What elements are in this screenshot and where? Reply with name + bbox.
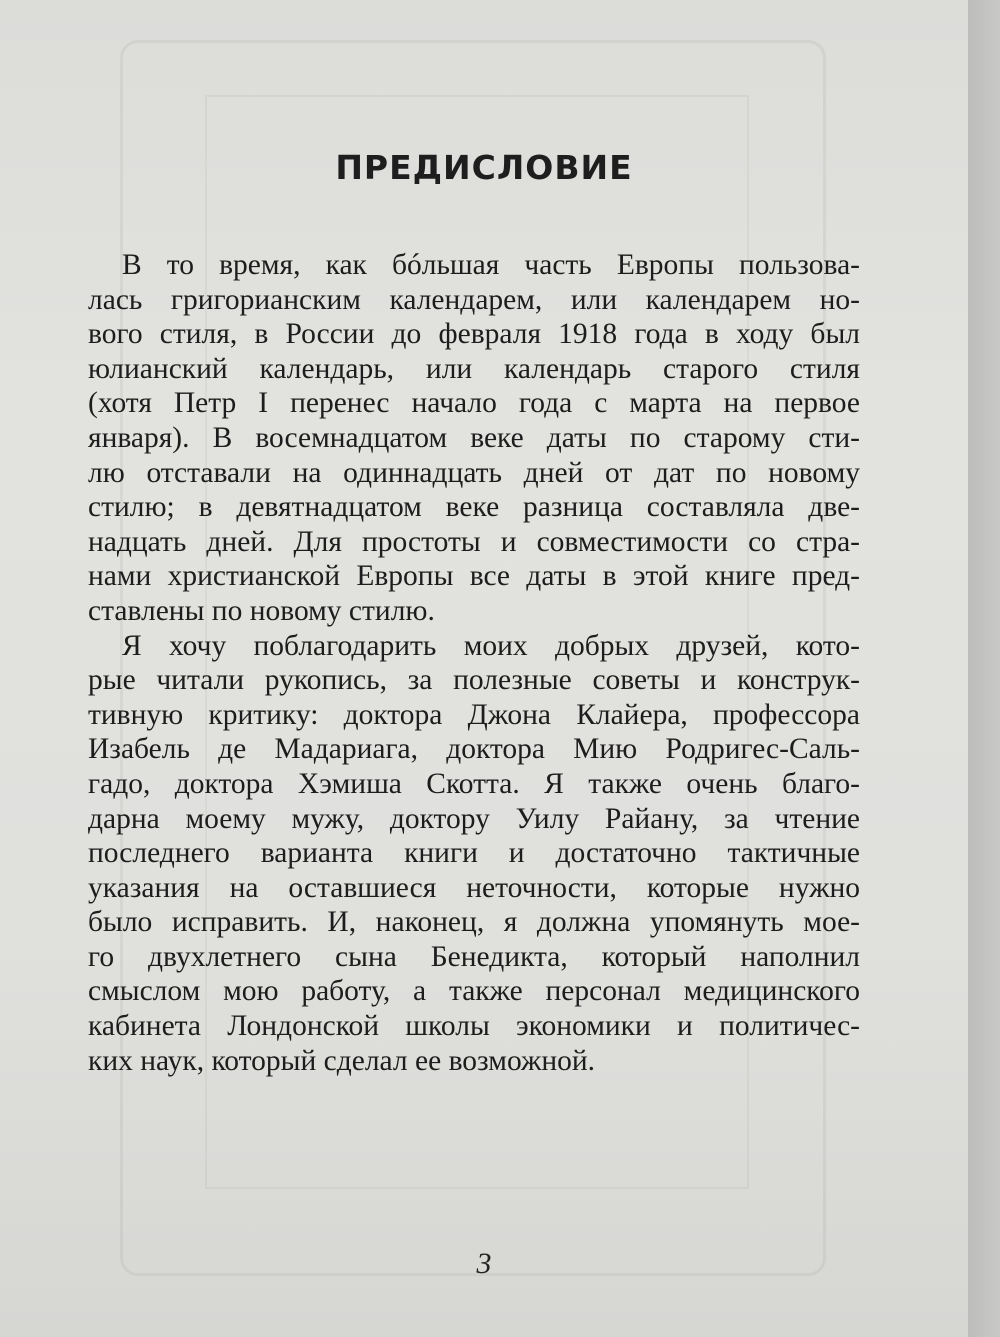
- text-line: рые читали рукопись, за полезные советы и конструк-: [88, 664, 860, 697]
- text-line: стилю; в девятнадцатом веке разница составляла две-: [88, 491, 860, 524]
- text-line: (хотя Петр I перенес начало года с марта на первое: [88, 387, 860, 420]
- text-line: Изабель де Мадариага, доктора Мию Родригес-Саль-: [88, 733, 860, 766]
- paragraph-1: [88, 248, 860, 629]
- text-line: надцать дней. Для простоты и совместимости со стра-: [88, 525, 860, 558]
- text-line: лю отставали на одиннадцать дней от дат по новому: [88, 456, 860, 489]
- text-line: гадо, доктора Хэмиша Скотта. Я также очень благо-: [88, 767, 860, 800]
- text-line: лась григорианским календарем, или календарем но-: [88, 283, 860, 316]
- text-line: го двухлетнего сына Бенедикта, который наполнил: [88, 940, 860, 973]
- text-line: последнего варианта книги и достаточно тактичные: [88, 837, 860, 870]
- text-line: было исправить. И, наконец, я должна упомянуть мое-: [88, 906, 860, 939]
- text-line: смыслом мою работу, а также персонал медицинского: [88, 975, 860, 1008]
- text-line: ких наук, который сделал ее возможной.: [88, 1044, 596, 1077]
- body-text: [88, 248, 860, 1078]
- adjacent-page-edge: [968, 0, 1000, 1337]
- text-line: кабинета Лондонской школы экономики и политичес-: [88, 1010, 860, 1043]
- text-line: В то время, как бóльшая часть Европы пользова-: [122, 249, 860, 281]
- text-line: января). В восемнадцатом веке даты по старому сти-: [88, 421, 860, 454]
- text-line: юлианский календарь, или календарь старого стиля: [88, 352, 860, 385]
- text-line: вого стиля, в России до февраля 1918 года в ходу был: [88, 318, 860, 351]
- text-line: Я хочу поблагодарить моих добрых друзей, кото-: [122, 629, 860, 662]
- text-line: дарна моему мужу, доктору Уилу Райану, за чтение: [88, 802, 860, 835]
- text-line: тивную критику: доктора Джона Клайера, профессора: [88, 698, 860, 731]
- text-line: ставлены по новому стилю.: [88, 594, 435, 627]
- page-heading: ПРЕДИСЛОВИЕ: [335, 148, 633, 187]
- text-line: указания на оставшиеся неточности, которые нужно: [88, 871, 860, 904]
- paragraph-2: [88, 629, 860, 1079]
- page-number: 3: [476, 1247, 492, 1280]
- text-line: нами христианской Европы все даты в этой книге пред-: [88, 560, 860, 593]
